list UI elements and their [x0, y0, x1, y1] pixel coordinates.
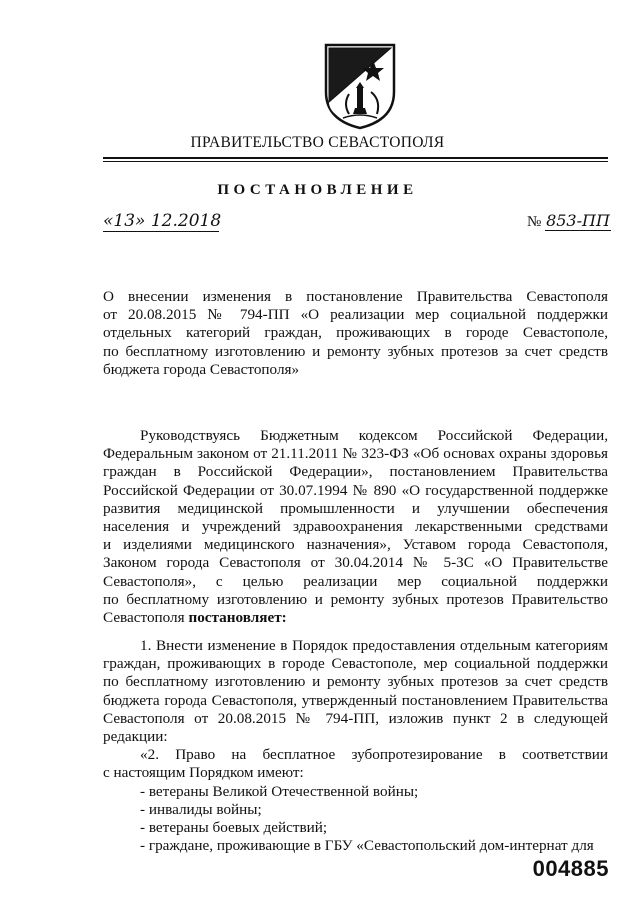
form-serial-number: 004885 — [532, 856, 609, 881]
preamble-line: по бесплатному изготовлению и ремонту зубных протезов Правительство — [103, 590, 608, 608]
subject-line: отдельных категорий граждан, проживающих в городе Севастополе, — [103, 324, 608, 342]
category-list-item: - ветераны Великой Отечественной войны; — [140, 782, 419, 800]
document-date: «13» 12.2018 — [103, 211, 222, 231]
preamble-line: развития медицинской промышленности и улучшении обеспечения — [103, 499, 608, 517]
preamble-line: Севастополя», с целью реализации мер социальной поддержки — [103, 572, 608, 590]
preamble-last-line — [103, 609, 608, 627]
subject-line: бюджета города Севастополя» — [103, 360, 300, 378]
item-line: «2. Право на бесплатное зубопротезирование в соответствии — [140, 746, 608, 764]
preamble-line: Законом города Севастополя от 30.04.2014 № 5-ЗС «О Правительстве — [103, 554, 608, 572]
item-line: по бесплатному изготовлению и ремонту зубных протезов за счет средств — [103, 673, 608, 691]
header-rule-thin — [103, 161, 608, 162]
item-line: редакции: — [103, 728, 168, 746]
item-line: граждан, проживающих в городе Севастополе, мер социальной поддержки — [103, 655, 608, 673]
item-1-paragraph — [103, 637, 608, 855]
preamble-last-text: Севастополя — [103, 609, 189, 627]
preamble-line: граждан в Российской Федерации», постановлением Правительства — [103, 463, 608, 481]
subject-line: О внесении изменения в постановление Правительства Севастополя — [103, 288, 608, 305]
document-number-value: 853-ПП — [546, 211, 610, 230]
government-title: ПРАВИТЕЛЬСТВО СЕВАСТОПОЛЯ — [190, 134, 445, 151]
header-rule-thick — [103, 157, 608, 159]
subject-line: по бесплатному изготовлению и ремонту зубных протезов за счет средств — [103, 342, 608, 360]
resolves-keyword: постановляет: — [188, 609, 287, 627]
sevastopol-coat-of-arms-icon — [323, 42, 397, 130]
preamble-line: Российской Федерации от 30.07.1994 № 890 «О государственной поддержке — [103, 481, 608, 499]
subject-paragraph — [103, 288, 608, 379]
subject-line: от 20.08.2015 № 794-ПП «О реализации мер социальной поддержки — [103, 306, 608, 324]
preamble-line: населения и учреждений здравоохранения лекарственными средствами — [103, 518, 608, 536]
preamble-line: и изделиями медицинского назначения», Уставом города Севастополя, — [103, 536, 608, 554]
category-list-item: - инвалиды войны; — [140, 800, 262, 818]
document-kind-title: ПОСТАНОВЛЕНИЕ — [217, 182, 418, 198]
category-list-item: - граждане, проживающие в ГБУ «Севастопольский дом-интернат для — [140, 837, 594, 855]
preamble-paragraph — [103, 427, 608, 627]
number-sign: № — [527, 214, 542, 230]
item-line: бюджета города Севастополя, утвержденный постановлением Правительства — [103, 691, 608, 709]
preamble-line: Руководствуясь Бюджетным кодексом Российской Федерации, — [140, 427, 608, 444]
category-list-item: - ветераны боевых действий; — [140, 819, 328, 837]
document-number — [527, 211, 611, 232]
item-line: Севастополя от 20.08.2015 № 794-ПП, изложив пункт 2 в следующей — [103, 709, 608, 727]
preamble-line: Федеральным законом от 21.11.2011 № 323-ФЗ «Об основах охраны здоровья — [103, 445, 608, 463]
item-line: 1. Внести изменение в Порядок предоставления отдельным категориям — [140, 637, 608, 654]
item-line: с настоящим Порядком имеют: — [103, 764, 304, 782]
